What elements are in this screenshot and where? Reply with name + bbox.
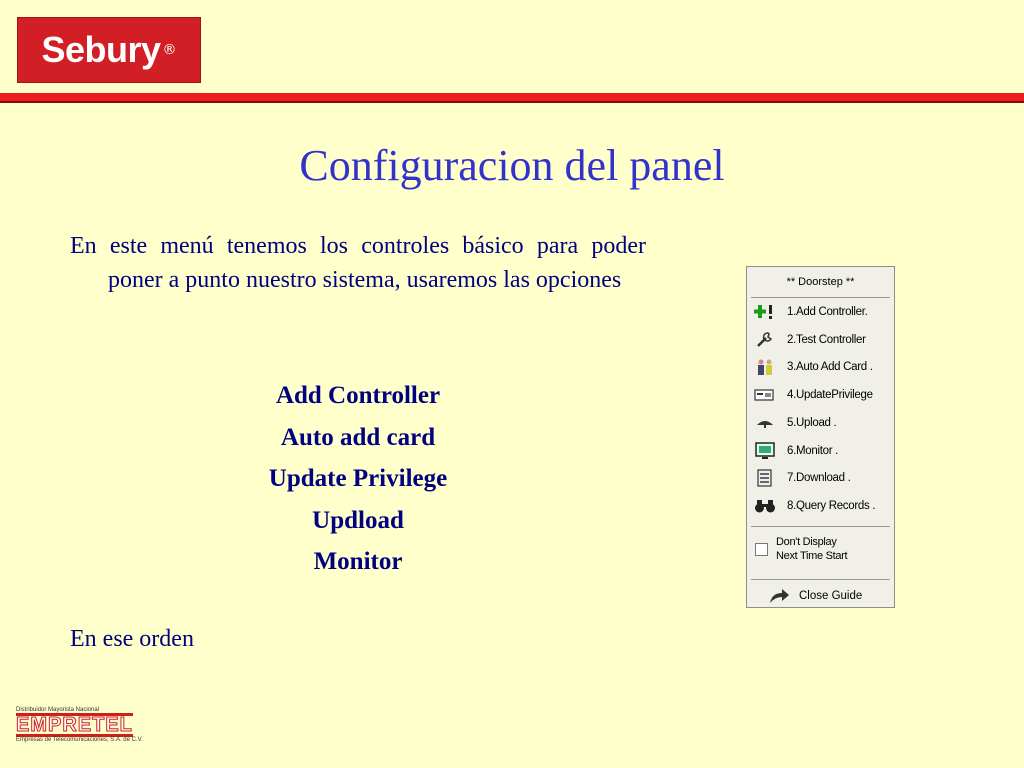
monitor-icon [753,441,777,461]
empretel-logo [16,707,156,749]
dont-display-label-line2: Next Time Start [776,550,848,562]
registered-mark: ® [162,42,177,58]
add-controller-icon [753,302,777,322]
empretel-tagline: Distribuidor Mayorista Nacional [16,707,100,713]
empretel-subtitle: Empresas de Telecomunicaciones, S.A. de C.V. [16,737,143,743]
option-update-privilege: Update Privilege [268,465,448,492]
guide-item-monitor[interactable] [747,437,894,465]
sebury-logo [17,17,201,83]
guide-item-auto-add-card[interactable] [747,354,894,382]
dont-display-label-line1: Don't Display [776,536,837,548]
guide-item-label: 8.Query Records . [787,500,876,513]
ending-text: En ese orden [70,626,194,652]
close-guide-label: Close Guide [799,590,863,602]
guide-item-label: 3.Auto Add Card . [787,361,873,374]
guide-item-label: 7.Download . [787,472,851,485]
wrench-icon [753,330,777,350]
guide-item-query-records[interactable] [747,492,894,520]
dont-display-label [776,535,847,563]
users-icon [753,357,777,377]
option-upload: Updload [312,506,404,534]
binoculars-icon [753,496,777,516]
guide-item-label: 2.Test Controller [787,333,866,346]
download-icon [753,468,777,488]
upload-icon [753,413,777,433]
guide-item-download[interactable] [747,465,894,493]
sebury-logo-text: Sebury [41,29,161,70]
close-guide-button[interactable] [751,579,890,608]
dont-display-checkbox[interactable] [755,543,768,556]
slide-title: Configuracion del panel [299,141,725,190]
guide-item-label: 1.Add Controller. [787,305,868,318]
card-icon [753,385,777,405]
dont-display-option [751,526,890,575]
guide-item-label: 4.UpdatePrivilege [787,389,873,402]
forward-arrow-icon [765,586,793,606]
options-list [70,375,646,583]
option-add-controller: Add Controller [275,382,441,409]
header-rule [0,93,1024,101]
option-auto-add-card: Auto add card [280,423,436,451]
intro-paragraph: En este menú tenemos los controles básico para poder poner a punto nuestro sistema, usaremos las opciones [70,233,646,293]
guide-item-update-privilege[interactable] [747,381,894,409]
header-rule-shadow [0,101,1024,103]
guide-item-add-controller[interactable] [747,298,894,326]
panel-header: ** Doorstep ** [751,267,890,298]
guide-item-upload[interactable] [747,409,894,437]
guide-item-label: 5.Upload . [787,416,837,429]
guide-item-label: 6.Monitor . [787,444,839,457]
empretel-name: EMPRETEL [16,714,133,736]
option-monitor: Monitor [313,548,403,575]
guide-item-test-controller[interactable] [747,326,894,354]
doorstep-guide-panel [746,266,895,608]
